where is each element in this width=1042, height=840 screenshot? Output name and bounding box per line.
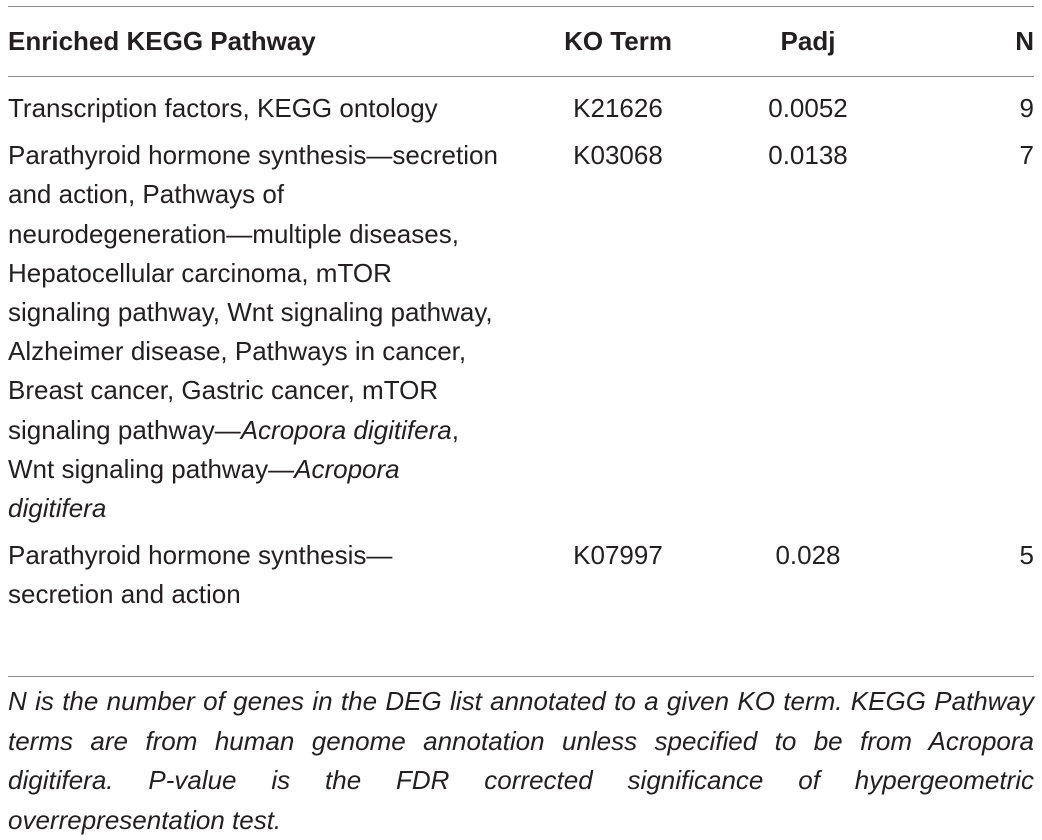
cell-n: 7 (1019, 140, 1034, 171)
cell-pathway (8, 76, 528, 128)
cell-pathway (8, 128, 528, 528)
header-n: N (1015, 26, 1034, 56)
cell-pathway (8, 528, 528, 614)
cell-n: 5 (1019, 540, 1034, 571)
cell-ko-term: K07997 (573, 540, 663, 571)
species-name: Acropora digitifera (8, 453, 400, 524)
header-ko-term: KO Term (564, 26, 672, 56)
pathway-text (8, 136, 500, 528)
table-row (8, 76, 1034, 128)
kegg-enrichment-table (8, 7, 1034, 615)
header-pathway: Enriched KEGG Pathway (8, 26, 316, 56)
pathway-text-part: , Wnt signaling pathway— (8, 414, 459, 484)
bottom-rule (8, 676, 1034, 677)
cell-ko-term: K03068 (573, 140, 663, 171)
table-row (8, 528, 1034, 614)
header-row (8, 7, 1034, 76)
cell-padj: 0.0138 (768, 140, 848, 171)
table-footnote: N is the number of genes in the DEG list annotated to a given KO term. KEGG Pathway terms are from human genome annotation unless specified to be from Acropora digitifera. P-value is the FDR corrected significance of hypergeometric overrepresentation test. (8, 686, 1034, 835)
cell-n: 9 (1019, 93, 1034, 123)
pathway-text-part: Parathyroid hormone synthesis—secretion and action, Pathways of neurodegeneration—multiple diseases, Hepatocellular carcinoma, mTOR signaling pathway, Wnt signaling pathway, Alzheimer disease, Pathways in cancer, Breast cancer, Gastric cancer, mTOR signaling pathway— (8, 140, 498, 445)
header-padj: Padj (780, 26, 836, 56)
table-row (8, 128, 1034, 528)
species-name: Acropora digitifera (240, 414, 452, 445)
pathway-text: Transcription factors, KEGG ontology (8, 93, 438, 123)
pathway-text: Parathyroid hormone synthesis—secretion and action (8, 540, 393, 610)
cell-ko-term: K21626 (573, 93, 663, 123)
cell-padj: 0.028 (775, 540, 841, 571)
cell-padj: 0.0052 (768, 93, 848, 123)
